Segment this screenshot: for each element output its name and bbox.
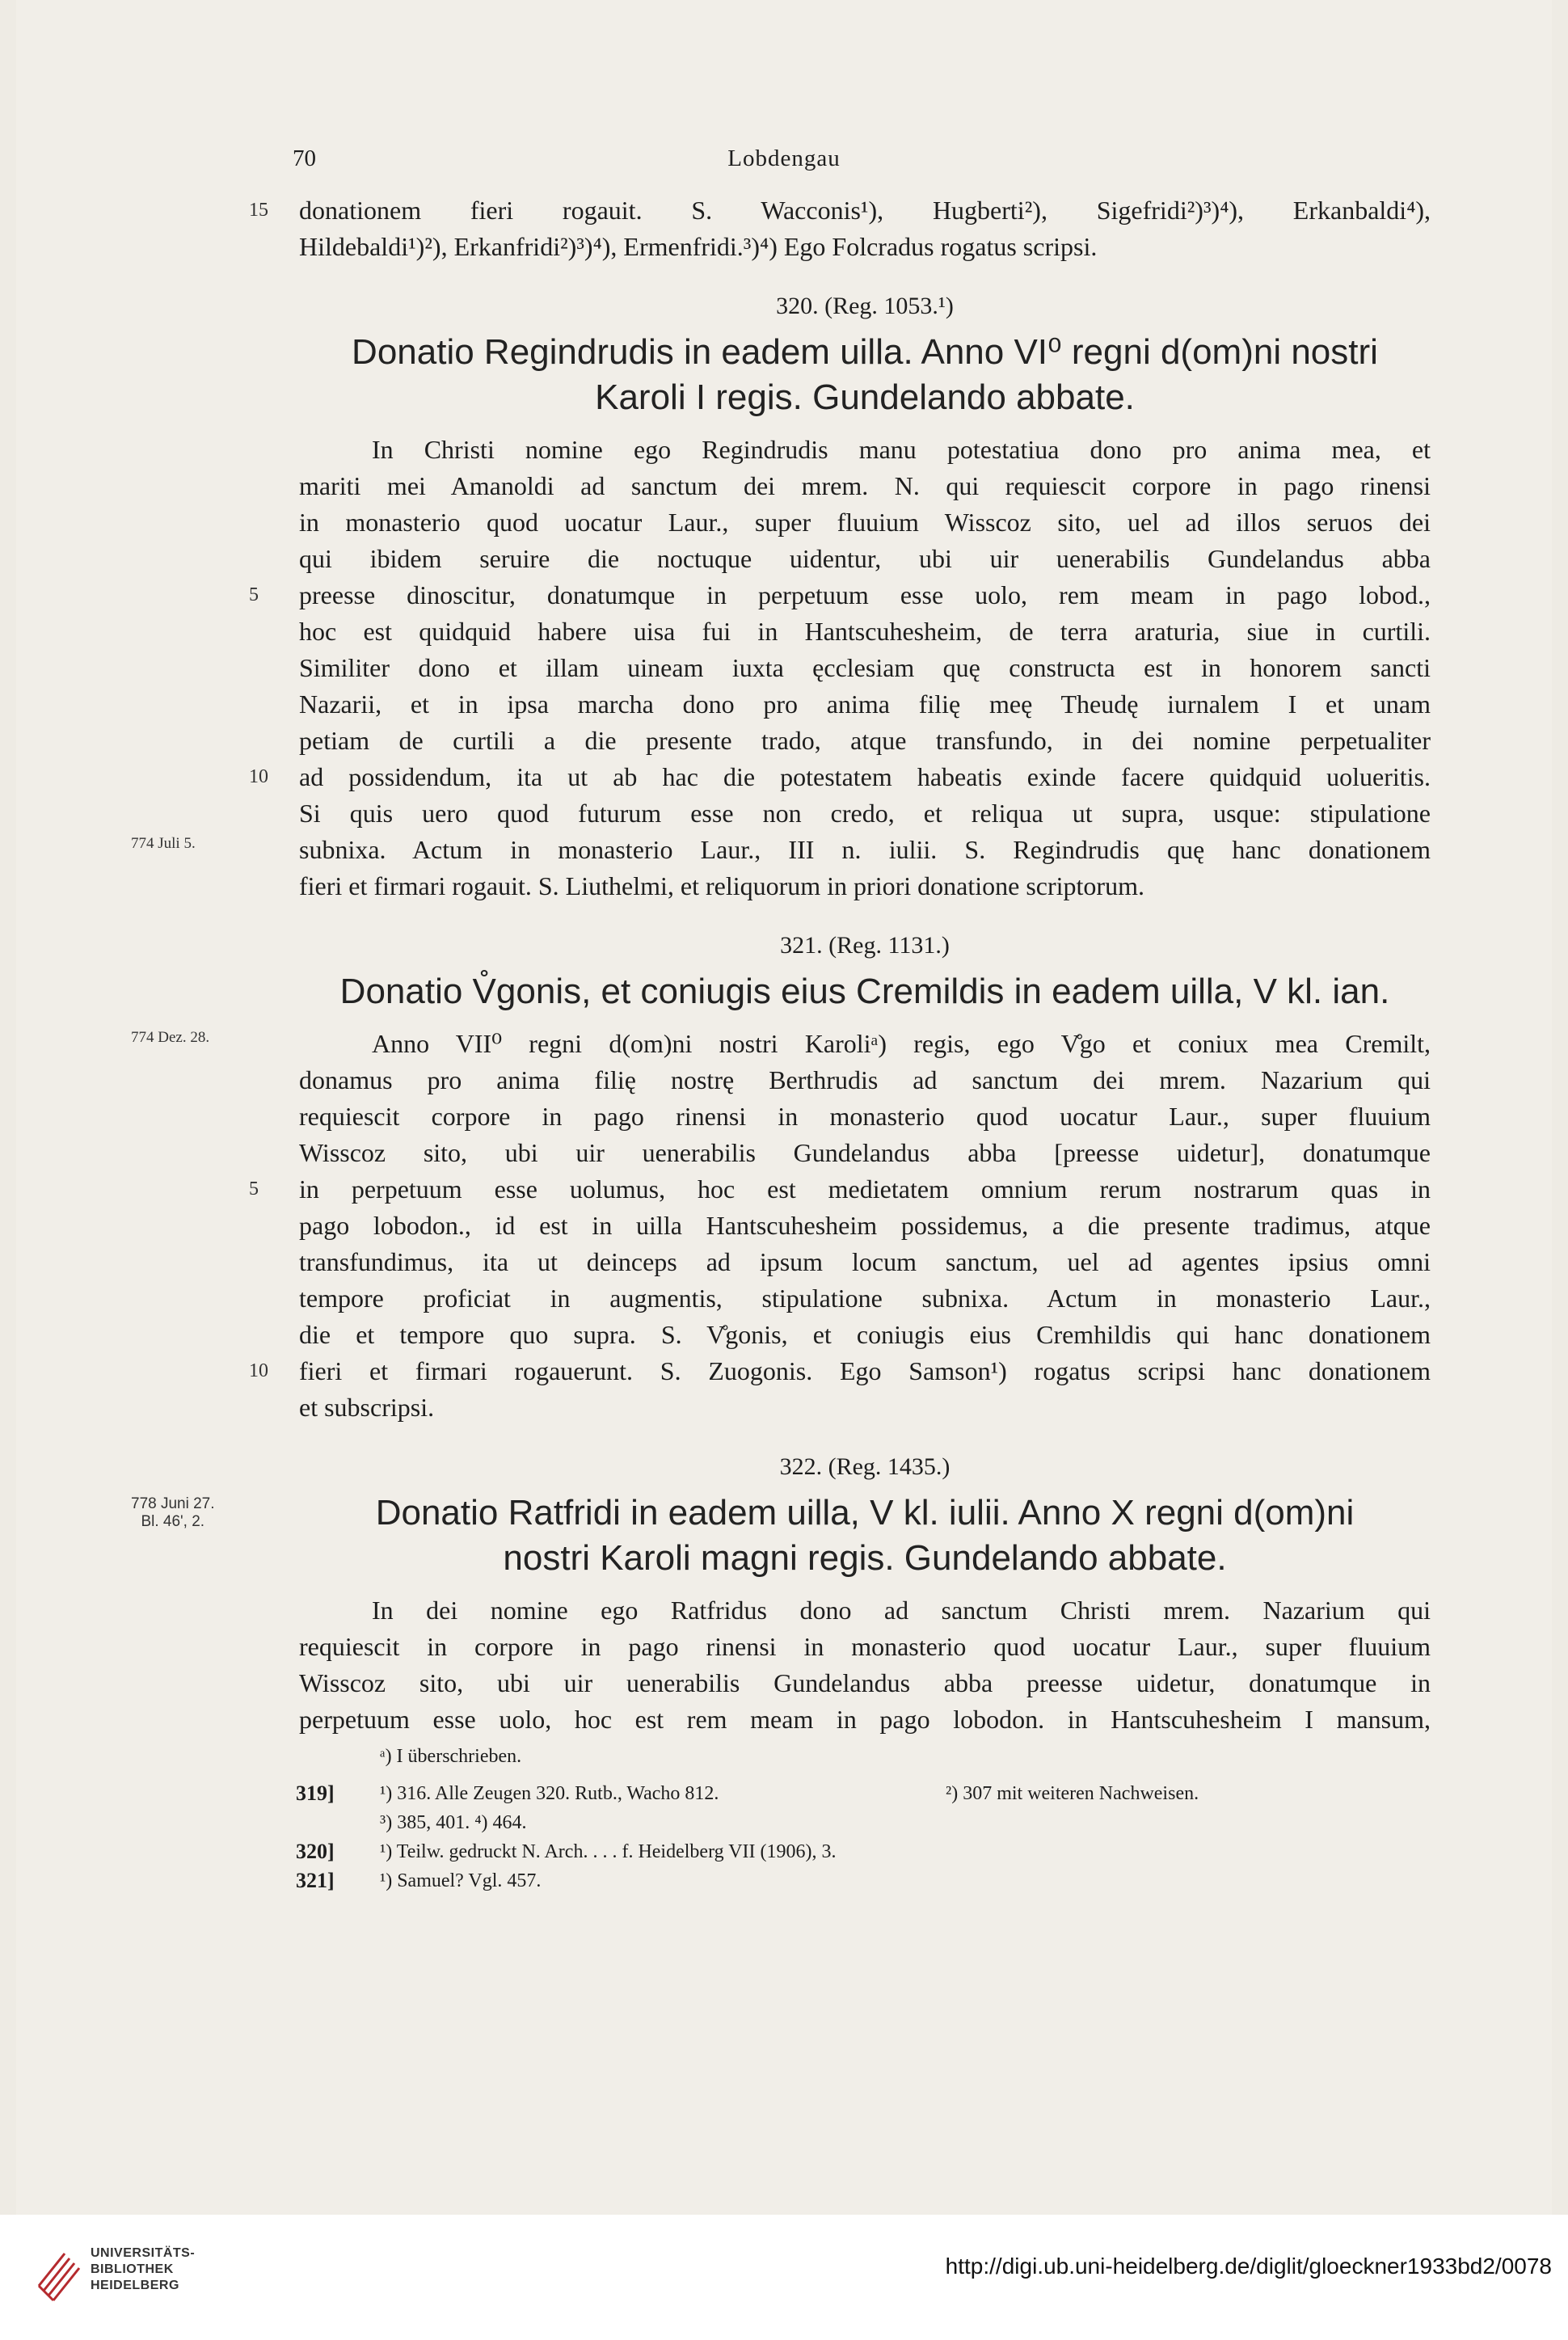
text-line: pago lobodon., id est in uilla Hantscuhesheim possidemus, a die presente tradimus, atque: [299, 1211, 1431, 1240]
charter-number: 320. (Reg. 1053.¹): [776, 293, 954, 319]
footnote-row: [296, 1779, 1431, 1808]
footnote-text: ¹) Teilw. gedruckt N. Arch. . . . f. Heidelberg VII (1906), 3.: [380, 1841, 837, 1862]
spacer: [299, 265, 1431, 283]
charter-title: Donatio Ratfridi in eadem uilla, V kl. iulii. Anno X regni d(om)ni 778 Juni 27. Bl. 46', 2.: [131, 1493, 1355, 1533]
text-line: et subscripsi.: [299, 1393, 435, 1422]
line-number: 15: [249, 200, 268, 221]
text-line: In dei nomine ego Ratfridus dono ad sanctum Christi mrem. Nazarium qui: [372, 1596, 1431, 1625]
text-line: tempore proficiat in augmentis, stipulatione subnixa. Actum in monasterio Laur.,: [299, 1284, 1431, 1313]
footnote-row: [296, 1866, 1431, 1895]
spacer: [299, 420, 1431, 432]
footnote-text: ¹) 316. Alle Zeugen 320. Rutb., Wacho 812.: [380, 1783, 719, 1804]
page-header: [16, 145, 1552, 178]
text-line: in monasterio quod uocatur Laur., super fluuium Wisscoz sito, uel ad illos seruos dei: [299, 508, 1431, 537]
footnote-text: ¹) Samuel? Vgl. 457.: [380, 1870, 542, 1891]
text-line: mariti mei Amanoldi ad sanctum dei mrem. N. qui requiescit corpore in pago rinensi: [299, 471, 1431, 500]
footnote-row: [296, 1837, 1431, 1866]
text-line: Wisscoz sito, ubi uir uenerabilis Gundelandus abba preesse uidetur, donatumque in: [299, 1668, 1431, 1697]
margin-note-line: 778 Juni 27.: [131, 1495, 215, 1512]
text-line: Hildebaldi¹)²), Erkanfridi²)³)⁴), Ermenfridi.³)⁴) Ego Folcradus rogatus scripsi.: [299, 232, 1098, 261]
line-number: 10: [249, 766, 268, 787]
margin-date-note: [131, 1495, 215, 1531]
text-line: Nazarii, et in ipsa marcha dono pro anima filię meę Theudę iurnalem I et unam: [299, 689, 1431, 719]
text-line: requiescit corpore in pago rinensi in monasterio quod uocatur Laur., super fluuium: [299, 1102, 1431, 1131]
text-line: In Christi nomine ego Regindrudis manu potestatiua dono pro anima mea, et: [372, 435, 1431, 464]
margin-date-note: 774 Dez. 28.: [131, 1029, 210, 1046]
text-line: transfundimus, ita ut deinceps ad ipsum locum sanctum, uel ad agentes ipsius omni: [299, 1247, 1431, 1276]
charter-number: 321. (Reg. 1131.): [780, 932, 950, 959]
body-text: [131, 192, 1431, 1738]
text-line: Si quis uero quod futurum esse non credo, et reliqua ut supra, usque: stipulatione: [299, 799, 1431, 828]
footnote-text: ²) 307 mit weiteren Nachweisen.: [946, 1783, 1199, 1804]
text-line: qui ibidem seruire die noctuque uidentur, ubi uir uenerabilis Gundelandus abba: [299, 544, 1431, 573]
margin-date-note: 774 Juli 5.: [131, 835, 196, 852]
text-line: perpetuum esse uolo, hoc est rem meam in pago lobodon. in Hantscuhesheim I mansum,: [299, 1705, 1431, 1734]
text-line: Wisscoz sito, ubi uir uenerabilis Gundelandus abba [preesse uidetur], donatumque: [299, 1138, 1431, 1167]
text-line: Anno VII⁰ regni d(om)ni nostri Karoliᵃ) regis, ego V̊go et coniux mea Cremilt, 774 Dez. 28.: [131, 1029, 1431, 1058]
line-number: 5: [249, 1178, 259, 1200]
margin-note-line: Bl. 46', 2.: [141, 1513, 205, 1530]
document-page: [16, 0, 1552, 2215]
source-url-link[interactable]: http://digi.ub.uni-heidelberg.de/diglit/gloeckner1933bd2/0078: [945, 2254, 1552, 2279]
text-line: hoc est quidquid habere uisa fui in Hantscuhesheim, de terra araturia, siue in curtili.: [299, 617, 1431, 646]
spacer: [299, 1581, 1431, 1592]
text-line: in perpetuum esse uolumus, hoc est medietatem omnium rerum nostrarum quas in 5: [299, 1171, 1431, 1208]
text-line: preesse dinoscitur, donatumque in perpetuum esse uolo, rem meam in pago lobod., 5: [299, 577, 1431, 613]
text-line: fieri et firmari rogauit. S. Liuthelmi, et reliquorum in priori donatione scriptorum.: [299, 871, 1144, 900]
footnote-label: 320]: [296, 1840, 335, 1863]
text-line: donamus pro anima filię nostrę Berthrudis ad sanctum dei mrem. Nazarium qui: [299, 1065, 1431, 1094]
charter-title: Donatio V̊gonis, et coniugis eius Cremildis in eadem uilla, V kl. ian.: [339, 972, 1390, 1011]
footnote-label: 319]: [296, 1781, 335, 1805]
text-line: fieri et firmari rogauerunt. S. Zuogonis. Ego Samson¹) rogatus scripsi hanc donationem 10: [299, 1353, 1431, 1389]
text-line: Similiter dono et illam uineam iuxta ęcclesiam quę constructa est in honorem sancti: [299, 653, 1431, 682]
spacer: [299, 904, 1431, 922]
text-line: subnixa. Actum in monasterio Laur., III n. iulii. S. Regindrudis quę hanc donationem 774 Juli 5.: [131, 835, 1431, 864]
charter-title: Karoli I regis. Gundelando abbate.: [595, 377, 1135, 417]
footnote-label: 321]: [296, 1869, 335, 1892]
spacer: [299, 1426, 1431, 1444]
charter-number: 322. (Reg. 1435.): [779, 1453, 950, 1480]
line-number: 5: [249, 584, 259, 605]
line-number: 10: [249, 1360, 268, 1381]
footer-bar: [0, 2215, 1568, 2340]
footnote-text: ³) 385, 401. ⁴) 464.: [380, 1812, 527, 1833]
text-line: ad possidendum, ita ut ab hac die potestatem habeatis exinde facere quidquid uolueritis. 10: [299, 759, 1431, 795]
footnote-row: [299, 1808, 1431, 1837]
spacer: [299, 1014, 1431, 1026]
footnotes: [296, 1742, 1431, 1895]
page-number: 70: [293, 145, 316, 171]
library-logo-icon: [32, 2237, 81, 2302]
text-line: petiam de curtili a die presente trado, atque transfundo, in dei nomine perpetualiter: [299, 726, 1431, 755]
charter-title: nostri Karoli magni regis. Gundelando abbate.: [503, 1538, 1227, 1578]
footnote-alpha: ᵃ) I überschrieben.: [380, 1746, 522, 1767]
charter-title: Donatio Regindrudis in eadem uilla. Anno VI⁰ regni d(om)ni nostri: [352, 332, 1378, 372]
text-line: donationem fieri rogauit. S. Wacconis¹), Hugberti²), Sigefridi²)³)⁴), Erkanbaldi⁴), 15: [299, 192, 1431, 229]
text-line: requiescit in corpore in pago rinensi in monasterio quod uocatur Laur., super fluuium: [299, 1632, 1431, 1661]
running-head: Lobdengau: [727, 145, 841, 171]
text-line: die et tempore quo supra. S. V̊gonis, et coniugis eius Cremhildis qui hanc donationem: [299, 1320, 1431, 1349]
library-name: UNIVERSITÄTS- BIBLIOTHEK HEIDELBERG: [91, 2246, 196, 2292]
